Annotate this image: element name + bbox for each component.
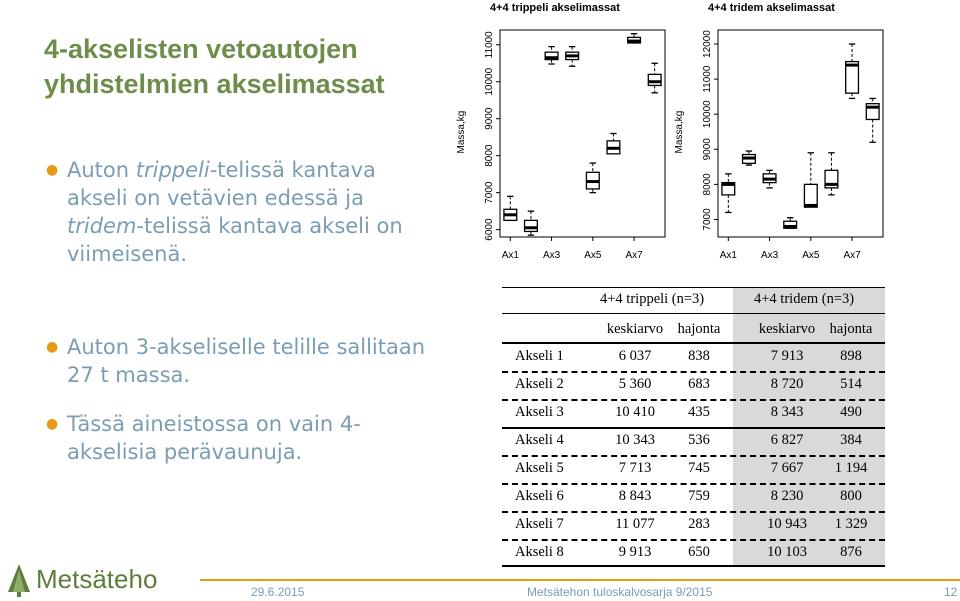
row-label-akseli-2: Akseli 2	[515, 376, 564, 392]
table-cell: 7 913	[770, 348, 804, 364]
box-8	[866, 98, 879, 142]
tree-logo-icon	[4, 562, 34, 598]
x-tick-label: Ax7	[625, 250, 643, 261]
table-cell: 514	[840, 376, 862, 392]
axle-mass-table	[502, 287, 885, 567]
table-cell: 8 843	[618, 488, 652, 504]
y-tick-label: 10000	[484, 67, 495, 96]
box-5	[586, 163, 599, 193]
table-cell: 7 667	[770, 460, 804, 476]
sub-header-hajonta: hajonta	[829, 321, 873, 337]
table-cell: 7 713	[618, 460, 652, 476]
plot-frame	[500, 30, 665, 237]
table-cell: 759	[688, 488, 710, 504]
footer-date: 29.6.2015	[251, 585, 305, 599]
table-cell: 1 329	[834, 516, 868, 532]
y-tick-label: 7000	[702, 208, 713, 231]
table-cell: 898	[840, 348, 862, 364]
table-cell: 8 720	[770, 376, 804, 392]
row-separator	[502, 371, 885, 373]
bullet-dot-icon: ●	[46, 162, 59, 178]
table-header-rule	[502, 342, 885, 344]
table-cell: 838	[688, 348, 710, 364]
tridem-boxplot	[668, 0, 898, 270]
bullet-dot-icon: ●	[46, 416, 59, 432]
table-cell: 10 943	[767, 516, 807, 532]
table-cell: 384	[840, 432, 862, 448]
table-cell: 5 360	[618, 376, 652, 392]
table-cell: 10 410	[615, 404, 655, 420]
table-cell: 1 194	[834, 460, 868, 476]
box-4	[784, 218, 797, 229]
table-cell: 6 037	[618, 348, 652, 364]
iqr-box	[804, 184, 817, 207]
x-tick-label: Ax3	[542, 250, 561, 261]
row-label-akseli-8: Akseli 8	[515, 544, 564, 560]
bullet-1-text: Auton trippeli-telissä kantava akseli on vetävien edessä ja tridem-telissä kantava akseli on viimeisenä.	[67, 158, 403, 266]
table-cell: 11 077	[615, 516, 655, 532]
row-separator	[502, 427, 885, 429]
box-1	[504, 196, 517, 220]
bullet-dot-icon: ●	[46, 339, 59, 355]
x-tick-label: Ax1	[719, 250, 737, 261]
metsateho-logo-text: Metsäteho	[36, 564, 158, 594]
row-label-akseli-3: Akseli 3	[515, 404, 564, 420]
page-number: 12	[944, 585, 958, 599]
trippeli-boxplot	[450, 0, 680, 270]
row-separator	[502, 399, 885, 401]
y-tick-label: 10000	[702, 100, 713, 129]
table-cell: 8 230	[770, 488, 804, 504]
box-7	[628, 34, 641, 43]
table-cell: 9 913	[618, 544, 652, 560]
row-separator	[502, 511, 885, 513]
table-cell: 536	[688, 432, 710, 448]
table-cell: 876	[840, 544, 862, 560]
table-bottom-rule	[502, 565, 885, 567]
table-cell: 683	[688, 376, 710, 392]
y-tick-label: 11000	[702, 65, 713, 93]
footer-divider	[200, 579, 960, 581]
group-header-tridem: 4+4 tridem (n=3)	[754, 291, 855, 307]
table-cell: 8 343	[770, 404, 804, 420]
y-axis-label: Massa,kg	[456, 110, 467, 154]
slide-title-line2: yhdistelmien akselimassat	[44, 69, 385, 99]
row-separator	[502, 455, 885, 457]
box-6	[825, 153, 838, 195]
x-tick-label: Ax1	[501, 250, 519, 261]
slide-title	[44, 32, 444, 102]
y-tick-label: 9000	[702, 138, 713, 161]
box-4	[566, 47, 579, 67]
table-cell: 10 343	[615, 432, 655, 448]
row-label-akseli-5: Akseli 5	[515, 460, 564, 476]
table-cell: 10 103	[767, 544, 807, 560]
x-tick-label: Ax7	[843, 250, 861, 261]
box-6	[607, 134, 620, 154]
row-label-akseli-1: Akseli 1	[515, 348, 564, 364]
row-separator	[502, 483, 885, 485]
footer-source: Metsätehon tuloskalvosarja 9/2015	[527, 585, 713, 599]
boxplot-title: 4+4 trippeli akselimassat	[490, 2, 620, 14]
box-3	[545, 47, 558, 64]
bullet-2-text: Auton 3-akseliselle telille sallitaan 27 t massa.	[67, 335, 426, 387]
table-cell: 435	[688, 404, 710, 420]
box-2	[525, 211, 538, 235]
row-separator	[502, 539, 885, 541]
box-5	[804, 153, 817, 207]
table-cell: 283	[688, 516, 710, 532]
y-tick-label: 12000	[702, 30, 713, 58]
box-1	[722, 174, 735, 213]
box-3	[763, 170, 776, 188]
table-group-rule	[502, 313, 885, 314]
x-tick-label: Ax3	[760, 250, 779, 261]
table-cell: 6 827	[770, 432, 804, 448]
box-8	[648, 63, 661, 93]
group-header-trippeli: 4+4 trippeli (n=3)	[600, 291, 705, 307]
iqr-box	[648, 74, 661, 85]
y-tick-label: 7000	[484, 181, 495, 204]
sub-header-keskiarvo: keskiarvo	[606, 321, 664, 337]
y-axis-label: Massa,kg	[674, 110, 685, 154]
table-top-rule	[502, 287, 885, 288]
table-cell: 800	[840, 488, 862, 504]
y-tick-label: 11000	[484, 31, 495, 59]
row-label-akseli-7: Akseli 7	[515, 516, 564, 532]
iqr-box	[525, 220, 538, 231]
slide-title-line1: 4-akselisten vetoautojen	[44, 34, 358, 64]
row-label-akseli-6: Akseli 6	[515, 488, 564, 504]
boxplot-title: 4+4 tridem akselimassat	[708, 2, 835, 14]
table-cell: 745	[688, 460, 710, 476]
x-tick-label: Ax5	[802, 250, 820, 261]
table-cell: 650	[688, 544, 710, 560]
box-7	[846, 44, 859, 98]
table-cell: 490	[840, 404, 862, 420]
y-tick-label: 8000	[484, 144, 495, 167]
sub-header-keskiarvo: keskiarvo	[758, 321, 816, 337]
y-tick-label: 6000	[484, 218, 495, 241]
x-tick-label: Ax5	[584, 250, 602, 261]
bullet-3-text: Tässä aineistossa on vain 4-akselisia perävaunuja.	[67, 412, 361, 464]
row-label-akseli-4: Akseli 4	[515, 432, 564, 448]
y-tick-label: 9000	[484, 107, 495, 130]
box-2	[743, 151, 756, 165]
y-tick-label: 8000	[702, 173, 713, 196]
sub-header-hajonta: hajonta	[677, 321, 721, 337]
